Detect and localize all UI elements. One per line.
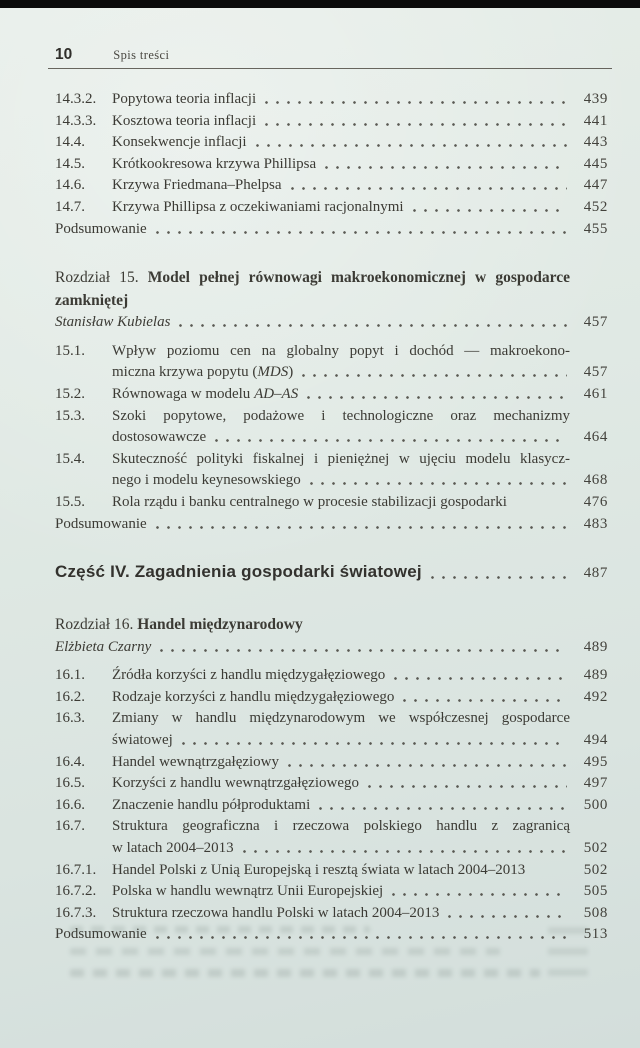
leader-dots	[289, 175, 567, 197]
entry-page-number: 447	[583, 177, 608, 194]
entry-body	[112, 687, 608, 709]
entry-title	[112, 860, 525, 882]
author-name	[55, 312, 170, 334]
entry-number: 16.1.	[55, 667, 85, 684]
toc-entry	[55, 111, 608, 133]
toc-entry	[55, 687, 608, 709]
toc-entry-line	[112, 687, 608, 709]
text-segment: zamkniętej	[55, 291, 129, 309]
text-segment: Handel Polski z Unią Europejską i resztą świata w latach 2004–2013	[112, 861, 526, 878]
leader-dots	[411, 197, 567, 219]
toc-entry-line	[112, 752, 608, 774]
entry-number: 16.7.	[55, 818, 85, 835]
photo-dark-edge	[0, 0, 640, 8]
text-segment: Równowaga w modelu	[112, 385, 255, 402]
toc-entry	[55, 773, 608, 795]
toc-entry	[55, 492, 608, 514]
chapter-author-line	[55, 637, 608, 659]
entry-page-number: 457	[583, 314, 608, 331]
toc-entry	[55, 406, 608, 449]
leader-dots	[317, 795, 567, 817]
leader-dots	[213, 427, 567, 449]
text-segment: światowej	[112, 731, 173, 748]
entry-page-number: 487	[583, 565, 608, 582]
entry-wrap-line	[112, 406, 608, 428]
entry-number: 16.7.3.	[55, 904, 97, 921]
leader-dots	[305, 384, 567, 406]
toc-entry-line	[55, 514, 608, 536]
text-segment: Polska w handlu wewnątrz Unii Europejskiej	[112, 883, 384, 900]
text-segment: Struktura rzeczowa handlu Polski w latach 2004–2013	[112, 904, 440, 921]
showthrough-artifact	[548, 926, 588, 976]
toc-entry-line	[112, 881, 608, 903]
text-segment: Krzywa Phillipsa z oczekiwaniami racjonalnymi	[112, 198, 404, 215]
toc-block-entries	[55, 665, 608, 946]
text-segment: dostosowawcze	[112, 429, 207, 446]
entry-page-number: 497	[583, 775, 608, 792]
leader-dots	[366, 773, 567, 795]
entry-number: 16.5.	[55, 775, 85, 792]
text-segment: Handel międzynarodowy	[137, 616, 303, 634]
entry-title	[112, 427, 206, 449]
entry-title	[55, 219, 147, 241]
entry-body	[112, 773, 608, 795]
entry-number: 14.3.2.	[55, 91, 97, 107]
entry-title	[112, 665, 385, 687]
leader-dots	[429, 561, 567, 587]
entry-title	[112, 175, 282, 197]
entry-page-number: 443	[583, 134, 608, 151]
toc-entry-line	[112, 838, 608, 860]
toc-entry-line	[112, 427, 608, 449]
entry-page-number: 489	[583, 638, 608, 655]
toc-entry	[55, 341, 608, 384]
page-number: 10	[55, 46, 73, 63]
text-segment: Popytowa teoria inflacji	[112, 91, 257, 107]
entry-number: 15.4.	[55, 450, 85, 467]
entry-page-number: 461	[583, 385, 608, 402]
leader-dots	[390, 881, 567, 903]
toc-entry	[55, 197, 608, 219]
chapter-author-line	[55, 312, 608, 334]
text-segment: Krótkookresowa krzywa Phillipsa	[112, 155, 317, 172]
toc-entry-line	[112, 730, 608, 752]
text-segment: Źródła korzyści z handlu międzygałęziowego	[112, 667, 386, 684]
text-segment: Rozdział 16.	[55, 616, 138, 634]
leader-dots	[177, 312, 567, 334]
entry-body	[112, 341, 608, 384]
entry-number: 14.6.	[55, 177, 85, 194]
toc-entry	[55, 795, 608, 817]
entry-page-number: 492	[583, 688, 608, 705]
entry-number: 15.1.	[55, 342, 85, 359]
part-heading	[55, 561, 608, 587]
entry-title	[112, 773, 359, 795]
entry-page-number: 495	[583, 753, 608, 770]
text-segment: Podsumowanie	[55, 220, 147, 237]
entry-title	[112, 132, 247, 154]
entry-page-number: 452	[583, 198, 608, 215]
entry-body	[112, 795, 608, 817]
entry-page-number: 494	[583, 731, 608, 748]
text-segment: Rodzaje korzyści z handlu międzygałęziowego	[112, 688, 395, 705]
toc-entry-line	[112, 197, 608, 219]
entry-number: 15.2.	[55, 385, 85, 402]
entry-title	[112, 154, 316, 176]
text-segment: Część IV. Zagadnienia gospodarki światowej	[55, 562, 422, 582]
entry-body	[112, 903, 608, 925]
toc-block-chapter	[55, 614, 608, 658]
entry-body	[112, 154, 608, 176]
toc-entry-line	[112, 903, 608, 925]
entry-title	[112, 838, 234, 860]
entry-wrap-line	[112, 449, 608, 471]
text-segment: Zmiany w handlu międzynarodowym we współczesnej gospodarce	[112, 710, 570, 727]
leader-dots	[263, 89, 567, 111]
text-segment: Podsumowanie	[55, 515, 147, 532]
entry-number: 16.2.	[55, 688, 85, 705]
text-segment: Szoki popytowe, podażowe i technologiczne oraz mechanizmy	[112, 407, 570, 424]
entry-body	[55, 219, 608, 241]
toc-entry-line	[112, 132, 608, 154]
entry-page-number: 464	[583, 429, 608, 446]
entry-number: 14.4.	[55, 134, 85, 151]
toc-entry	[55, 384, 608, 406]
text-segment: Konsekwencje inflacji	[112, 134, 247, 151]
text-segment: Rozdział 15.	[55, 269, 148, 287]
text-segment: Podsumowanie	[55, 926, 147, 943]
showthrough-artifact	[70, 969, 540, 977]
leader-dots	[254, 132, 567, 154]
running-header-title: Spis treści	[113, 48, 170, 62]
entry-page-number: 508	[583, 904, 608, 921]
leader-dots	[180, 730, 567, 752]
entry-number: 16.7.2.	[55, 883, 97, 900]
entry-number: 16.7.1.	[55, 861, 97, 878]
toc-entry	[55, 752, 608, 774]
toc-entry-line	[112, 154, 608, 176]
toc-entry	[55, 132, 608, 154]
part-heading-title	[55, 561, 422, 583]
toc-entry-line	[112, 492, 608, 514]
leader-dots	[241, 838, 567, 860]
toc-entry	[55, 89, 608, 111]
entry-page-number: 455	[583, 220, 608, 237]
entry-body	[112, 708, 608, 751]
entry-body	[112, 197, 608, 219]
leader-dots	[158, 637, 567, 659]
chapter-heading-line	[55, 614, 608, 637]
entry-page-number: 502	[583, 861, 608, 878]
entry-body	[112, 752, 608, 774]
toc-entry-line	[112, 89, 608, 111]
text-segment: Handel wewnątrzgałęziowy	[112, 753, 280, 770]
chapter-heading-line	[55, 267, 608, 290]
entry-body	[55, 514, 608, 536]
leader-dots	[392, 665, 567, 687]
entry-number: 14.5.	[55, 155, 85, 172]
entry-wrap-line	[112, 816, 608, 838]
entry-body	[112, 860, 608, 882]
text-segment: Elżbieta Czarny	[55, 638, 152, 655]
text-segment: )	[288, 364, 294, 381]
entry-body	[112, 665, 608, 687]
author-name	[55, 637, 151, 659]
entry-page-number: 476	[583, 493, 608, 510]
toc-entry	[55, 816, 608, 859]
text-segment: w latach 2004–2013	[112, 839, 234, 856]
entry-body	[112, 816, 608, 859]
leader-dots	[263, 111, 567, 133]
toc-entry	[55, 449, 608, 492]
toc-entry	[55, 665, 608, 687]
entry-number: 15.3.	[55, 407, 85, 424]
toc-block-entries	[55, 341, 608, 535]
entry-body	[112, 449, 608, 492]
toc-entry-line	[112, 773, 608, 795]
entry-title	[55, 514, 147, 536]
entry-page-number: 505	[583, 883, 608, 900]
text-segment: MDS	[257, 364, 289, 381]
entry-title	[112, 362, 293, 384]
toc-block-entries	[55, 89, 608, 240]
text-segment: Struktura geograficzna i rzeczowa polskiego handlu z zagranicą	[112, 818, 570, 835]
entry-number: 16.4.	[55, 753, 85, 770]
entry-wrap-line	[112, 708, 608, 730]
leader-dots	[286, 752, 567, 774]
toc-entry	[55, 219, 608, 241]
entry-title	[112, 384, 298, 406]
leader-dots	[401, 687, 567, 709]
leader-dots	[514, 492, 567, 514]
chapter-heading-line	[55, 290, 608, 313]
entry-body	[112, 111, 608, 133]
toc-entry-line	[112, 470, 608, 492]
toc-block-part	[55, 561, 608, 587]
toc-entry	[55, 903, 608, 925]
text-segment: Krzywa Friedmana–Phelpsa	[112, 177, 282, 194]
entry-body	[112, 492, 608, 514]
toc	[55, 89, 608, 946]
toc-entry	[55, 860, 608, 882]
entry-page-number: 489	[583, 667, 608, 684]
entry-page-number: 500	[583, 796, 608, 813]
entry-title	[112, 903, 439, 925]
toc-entry-line	[112, 362, 608, 384]
entry-page-number: 441	[583, 112, 608, 129]
text-segment: Kosztowa teoria inflacji	[112, 112, 257, 129]
entry-body	[112, 384, 608, 406]
toc-entry	[55, 175, 608, 197]
leader-dots	[154, 219, 567, 241]
text-segment: Wpływ poziomu cen na globalny popyt i dochód — makroekono-	[112, 342, 570, 359]
entry-page-number: 468	[583, 472, 608, 489]
entry-title	[112, 752, 279, 774]
text-segment: Znaczenie handlu półproduktami	[112, 796, 311, 813]
entry-number: 14.7.	[55, 198, 85, 215]
toc-entry	[55, 708, 608, 751]
entry-page-number: 513	[583, 926, 608, 943]
toc-entry	[55, 154, 608, 176]
toc-entry-line	[112, 860, 608, 882]
entry-page-number: 445	[583, 155, 608, 172]
leader-dots	[308, 470, 567, 492]
entry-title	[112, 470, 301, 492]
showthrough-artifact	[70, 948, 500, 955]
entry-number: 16.6.	[55, 796, 85, 813]
toc-entry-line	[112, 665, 608, 687]
entry-number: 15.5.	[55, 493, 85, 510]
text-segment: Stanisław Kubielas	[55, 314, 171, 331]
entry-wrap-line	[112, 341, 608, 363]
showthrough-artifact	[70, 926, 370, 933]
entry-body	[112, 881, 608, 903]
toc-entry-line	[112, 111, 608, 133]
toc-block-chapter	[55, 267, 608, 334]
text-segment: nego i modelu keynesowskiego	[112, 472, 301, 489]
toc-entry-line	[112, 795, 608, 817]
running-header	[55, 46, 608, 64]
leader-dots	[446, 903, 567, 925]
text-segment: Korzyści z handlu wewnątrzgałęziowego	[112, 775, 359, 792]
leader-dots	[532, 860, 567, 882]
entry-number: 14.3.3.	[55, 112, 97, 129]
entry-page-number: 483	[583, 515, 608, 532]
entry-title	[112, 492, 507, 514]
entry-body	[112, 132, 608, 154]
entry-body	[112, 89, 608, 111]
text-segment: Model pełnej równowagi makroekonomicznej w gospodarce	[147, 269, 570, 287]
text-segment: Skuteczność polityki fiskalnej i pieniężnej w ujęciu modelu klasycz-	[112, 450, 570, 467]
entry-page-number: 457	[583, 364, 608, 381]
text-segment: Rola rządu i banku centralnego w procesie stabilizacji gospodarki	[112, 493, 507, 510]
toc-entry-line	[112, 384, 608, 406]
entry-title	[112, 687, 394, 709]
entry-title	[112, 197, 404, 219]
header-rule	[48, 68, 612, 69]
toc-entry-line	[112, 175, 608, 197]
toc-entry	[55, 514, 608, 536]
text-segment: AD–AS	[254, 385, 299, 402]
entry-body	[112, 406, 608, 449]
entry-number: 16.3.	[55, 710, 85, 727]
text-segment: miczna krzywa popytu (	[112, 364, 258, 381]
entry-title	[112, 89, 256, 111]
entry-title	[112, 881, 383, 903]
entry-page-number: 439	[583, 91, 608, 107]
entry-title	[112, 795, 310, 817]
leader-dots	[300, 362, 567, 384]
book-page	[0, 8, 640, 1048]
entry-title	[112, 111, 256, 133]
leader-dots	[154, 514, 567, 536]
entry-body	[112, 175, 608, 197]
toc-entry	[55, 881, 608, 903]
entry-title	[112, 730, 173, 752]
leader-dots	[323, 154, 567, 176]
toc-entry-line	[55, 219, 608, 241]
entry-page-number: 502	[583, 839, 608, 856]
